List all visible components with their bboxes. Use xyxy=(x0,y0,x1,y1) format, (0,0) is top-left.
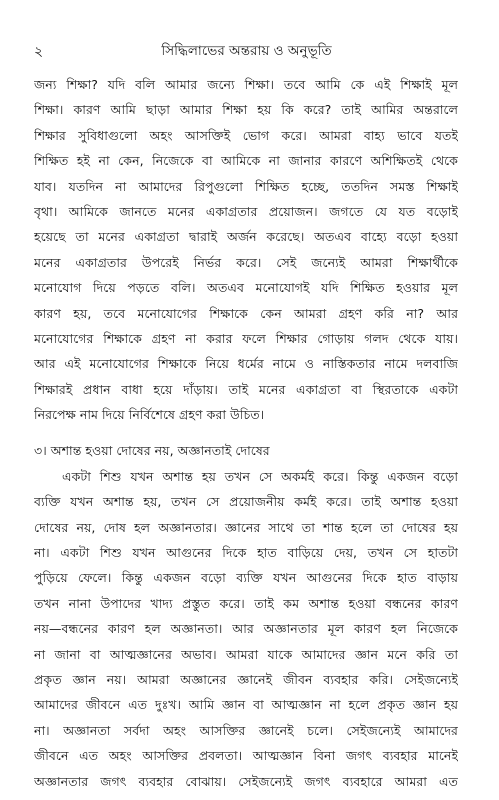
text-line: নিরপেক্ষ নাম দিয়ে নির্বিশেষে গ্রহণ করা উচিত। xyxy=(34,407,265,423)
text-line: আর এই মনোযোগের শিক্ষাকে নিয়ে ধর্মের নামে ও নাস্তিকতার নামে দলবাজি xyxy=(34,356,458,372)
text-line: দোষের নয়, দোষ হল অজ্ঞানতার। জ্ঞানের সাথে তা শান্ত হলে তা দোষের হয় xyxy=(34,519,458,535)
text-line: শিক্ষিত হই না কেন, নিজেকে বা আমিকে না জানার কারণে অশিক্ষিতই থেকে xyxy=(34,153,458,169)
paragraph-2 xyxy=(34,464,458,794)
paragraph-1 xyxy=(34,72,458,428)
text-line: জীবনে এত অহং আসক্তির প্রবলতা। আত্মজ্ঞান বিনা জগৎ ব্যবহার মানেই xyxy=(34,748,458,764)
text-line: ব্যক্তি যখন অশান্ত হয়, তখন সে প্রয়োজনীয় কর্মই করে। তাই অশান্ত হওয়া xyxy=(34,494,458,510)
text-line: প্রকৃত জ্ঞান নয়। আমরা অজ্ঞানের জ্ঞানেই জীবন ব্যবহার করি। সেইজন্যেই xyxy=(34,671,458,687)
text-line: তখন নানা উপাদের খাদ্য প্রস্তুত করে। তাই কম অশান্ত হওয়া বন্ধনের কারণ xyxy=(34,595,458,611)
body-text xyxy=(34,72,458,794)
text-line: হয়েছে তা মনের একাগ্রতা দ্বারাই অর্জন করেছে। অতএব বাহ্যে বড়ো হওয়া xyxy=(34,229,458,245)
text-line: না। অজ্ঞানতা সর্বদা অহং আসক্তির জ্ঞানেই চলে। সেইজন্যেই আমাদের xyxy=(34,722,458,738)
text-line: শিক্ষা। কারণ আমি ছাড়া আমার শিক্ষা হয় কি করে? তাই আমির অন্তরালে xyxy=(34,102,458,118)
text-line: মনোযোগের শিক্ষাকে গ্রহণ না করার ফলে শিক্ষার গোড়ায় গলদ থেকে যায়। xyxy=(34,331,458,347)
text-line: শিক্ষারই প্রধান বাধা হয়ে দাঁড়ায়। তাই মনের একাগ্রতা বা স্থিরতাকে একটা xyxy=(34,381,458,397)
text-line: পুড়িয়ে ফেলে। কিন্তু একজন বড়ো ব্যক্তি যখন আগুনের দিকে হাত বাড়ায় xyxy=(34,570,458,586)
text-line: কারণ হয়, তবে মনোযোগের শিক্ষাকে কেন আমরা গ্রহণ করি না? আর xyxy=(34,305,458,321)
text-line: শিক্ষার সুবিধাগুলো অহং আসক্তিই ভোগ করে। আমরা বাহ্য ভাবে যতই xyxy=(34,127,458,143)
text-line: বৃথা। আমিকে জানতে মনের একাগ্রতার প্রয়োজন। জগতে যে যত বড়োই xyxy=(34,204,458,220)
text-line: না জানা বা আত্মজ্ঞানের অভাব। আমরা যাকে আমাদের জ্ঞান মনে করি তা xyxy=(34,646,458,662)
text-line: একটা শিশু যখন অশান্ত হয় তখন সে অকর্মই করে। কিন্তু একজন বড়ো xyxy=(62,468,458,484)
text-line: জন্য শিক্ষা? যদি বলি আমার জন্যে শিক্ষা। তবে আমি কে এই শিক্ষাই মূল xyxy=(34,77,458,92)
text-line: মনের একাগ্রতার উপরেই নির্ভর করে। সেই জন্যেই আমরা শিক্ষার্থীকে xyxy=(34,254,458,270)
text-line: অজ্ঞানতার জগৎ ব্যবহার বোঝায়। সেইজন্যেই জগৎ ব্যবহারে আমরা এত xyxy=(34,773,458,789)
text-line: না। একটা শিশু যখন আগুনের দিকে হাত বাড়িয়ে দেয়, তখন সে হাতটা xyxy=(34,544,458,560)
running-title: সিদ্ধিলাভের অন্তরায় ও অনুভূতি xyxy=(161,43,332,59)
text-line: নয়—বন্ধনের কারণ হল অজ্ঞানতা। আর অজ্ঞানতার মূল কারণ হল নিজেকে xyxy=(34,621,458,637)
page-number: ২ xyxy=(34,44,44,60)
page-header xyxy=(34,40,459,62)
text-line: মনোযোগ দিয়ে পড়তে বলি। অতএব মনোযোগই যদি শিক্ষিত হওয়ার মূল xyxy=(34,280,458,296)
section-heading: ৩। অশান্ত হওয়া দোষের নয়, অজ্ঞানতাই দোষের xyxy=(34,442,270,458)
text-line: আমাদের জীবনে এত দুঃখ। আমি জ্ঞান বা আত্মজ্ঞান না হলে প্রকৃত জ্ঞান হয় xyxy=(34,697,458,713)
text-line: যাব। যতদিন না আমাদের রিপুগুলো শিক্ষিত হচ্ছে, ততদিন সমস্ত শিক্ষাই xyxy=(34,178,458,194)
